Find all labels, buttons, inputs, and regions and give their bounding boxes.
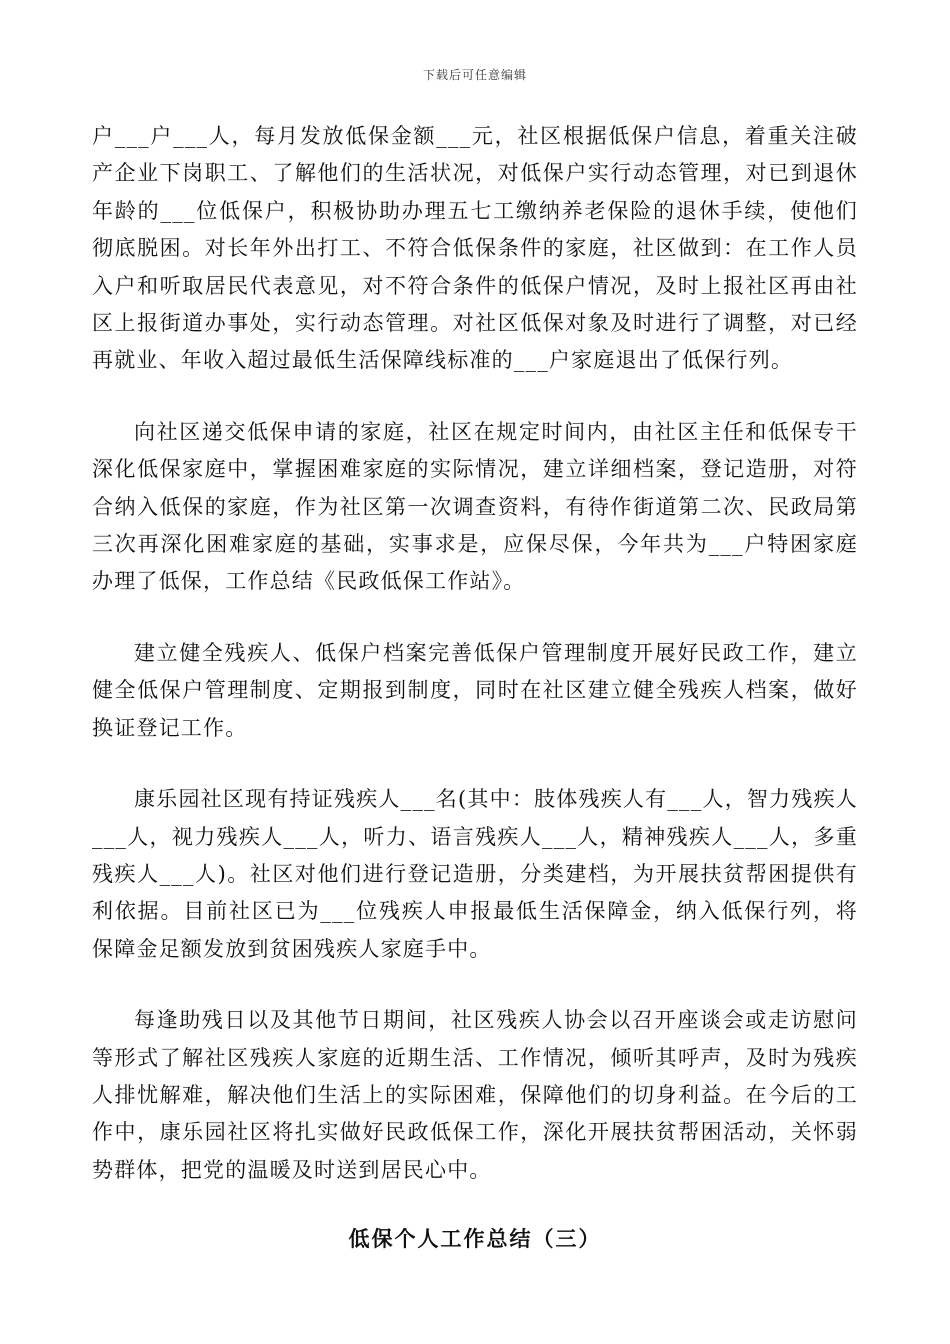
section-title: 低保个人工作总结（三） [348, 1227, 602, 1252]
document-body [92, 118, 858, 1253]
paragraph-continuation: 户___户___人，每月发放低保金额___元，社区根据低保户信息，着重关注破产企业下岗职工、了解他们的生活状况，对低保户实行动态管理，对已到退休年龄的___位低保户，积极协助办理五七工缴纳养老保险的退休手续，使他们彻底脱困。对长年外出打工、不符合低保条件的家庭，社区做到：在工作人员入户和听取居民代表意见，对不符合条件的低保户情况，及时上报社区再由社区上报街道办事处，实行动态管理。对社区低保对象及时进行了调整，对已经再就业、年收入超过最低生活保障线标准的___户家庭退出了低保行列。 [92, 124, 858, 373]
paragraph-disabled-statistics: 康乐园社区现有持证残疾人___名(其中：肢体残疾人有___人，智力残疾人___人，视力残疾人___人，听力、语言残疾人___人，精神残疾人___人，多重残疾人___人)。社区对他们进行登记造册，分类建档，为开展扶贫帮困提供有利依据。目前社区已为___位残疾人申报最低生活保障金，纳入低保行列，将保障金足额发放到贫困残疾人家庭手中。 [92, 787, 858, 961]
paragraph-records-system: 建立健全残疾人、低保户档案完善低保户管理制度开展好民政工作，建立健全低保户管理制度、定期报到制度，同时在社区建立健全残疾人档案，做好换证登记工作。 [92, 640, 858, 740]
header-note: 下载后可任意编辑 [422, 68, 527, 82]
paragraph-holiday-visits: 每逢助残日以及其他节日期间，社区残疾人协会以召开座谈会或走访慰问等形式了解社区残疾人家庭的近期生活、工作情况，倾听其呼声，及时为残疾人排忧解难，解决他们生活上的实际困难，保障他们的切身利益。在今后的工作中，康乐园社区将扎实做好民政低保工作，深化开展扶贫帮困活动，关怀弱势群体，把党的温暖及时送到居民心中。 [92, 1008, 858, 1182]
paragraph-application-process: 向社区递交低保申请的家庭，社区在规定时间内，由社区主任和低保专干深化低保家庭中，掌握困难家庭的实际情况，建立详细档案，登记造册，对符合纳入低保的家庭，作为社区第一次调查资料，有待作街道第二次、民政局第三次再深化困难家庭的基础，实事求是，应保尽保，今年共为___户特困家庭办理了低保，工作总结《民政低保工作站》。 [92, 419, 858, 594]
